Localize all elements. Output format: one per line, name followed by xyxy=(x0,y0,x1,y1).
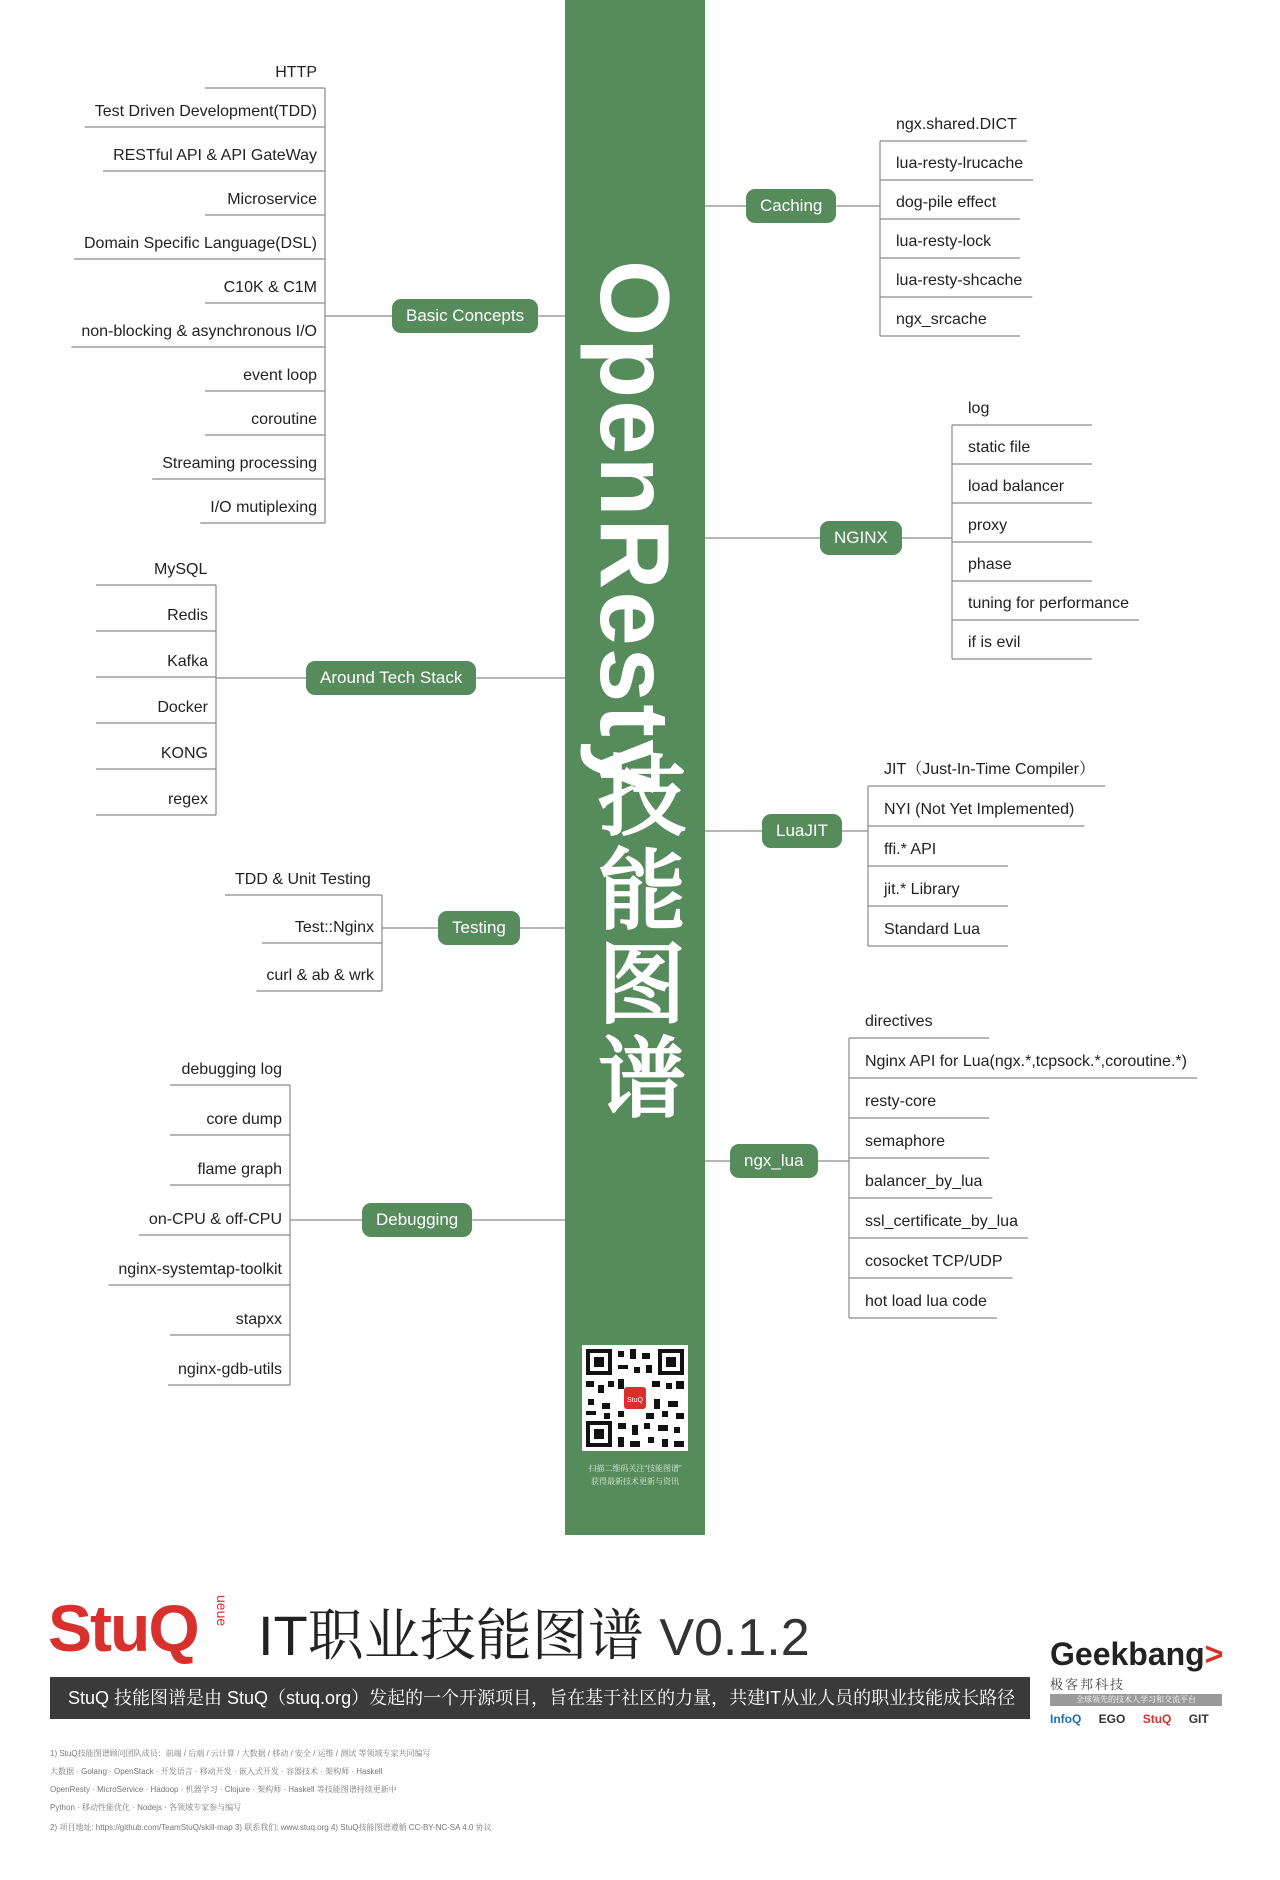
leaf-tech-stack: Docker xyxy=(157,699,208,716)
leaf-ngx-lua: ssl_certificate_by_lua xyxy=(865,1213,1018,1230)
footer-title-text: IT职业技能图谱 xyxy=(258,1604,644,1667)
leaf-debugging: flame graph xyxy=(197,1161,282,1178)
leaf-basic-concepts: HTTP xyxy=(275,64,317,81)
node-debugging[interactable]: Debugging xyxy=(362,1203,472,1237)
leaf-debugging: debugging log xyxy=(181,1061,282,1078)
node-nginx[interactable]: NGINX xyxy=(820,521,902,555)
node-luajit[interactable]: LuaJIT xyxy=(762,814,842,848)
leaf-tech-stack: Kafka xyxy=(167,653,208,670)
fine-print: 2) 项目地址: https://github.com/TeamStuQ/skill-map 3) 联系我们: www.stuq.org 4) StuQ技能图谱遵循 CC-BY-NC-SA 4.0 协议 xyxy=(50,1823,492,1832)
leaf-ngx-lua: directives xyxy=(865,1013,933,1030)
spine-title xyxy=(565,260,705,1126)
spine-title-zh: 技能图谱 xyxy=(586,750,685,1126)
node-basic-concepts[interactable]: Basic Concepts xyxy=(392,299,538,333)
leaf-basic-concepts: coroutine xyxy=(251,411,317,428)
leaf-caching: ngx.shared.DICT xyxy=(896,116,1017,133)
leaf-testing: Test::Nginx xyxy=(294,919,374,936)
leaf-basic-concepts: event loop xyxy=(243,367,317,384)
leaf-nginx: if is evil xyxy=(968,634,1021,651)
leaf-basic-concepts: I/O mutiplexing xyxy=(210,499,317,516)
leaf-tech-stack: KONG xyxy=(160,745,208,762)
fine-print: 大数据 · Golang · OpenStack · 开发语言 · 移动开发 · 嵌入式开发 · 容器技术 · 架构师 · Haskell xyxy=(50,1767,383,1776)
brand-infoq: InfoQ xyxy=(1050,1712,1082,1726)
leaf-tech-stack: MySQL xyxy=(154,561,208,578)
leaf-nginx: load balancer xyxy=(968,478,1065,495)
leaf-ngx-lua: resty-core xyxy=(865,1093,937,1110)
brand-git: GIT xyxy=(1188,1712,1209,1726)
brand-stuq: StuQ xyxy=(1142,1712,1172,1726)
qr-caption-line: 扫描二维码关注“技能图谱” xyxy=(588,1464,682,1473)
leaf-debugging: nginx-gdb-utils xyxy=(177,1361,282,1378)
leaf-luajit: jit.* Library xyxy=(884,881,960,898)
footer-title xyxy=(258,1592,810,1672)
leaf-basic-concepts: C10K & C1M xyxy=(223,279,317,296)
stuq-logo: StuQ xyxy=(48,1591,198,1665)
qr-code xyxy=(582,1345,688,1451)
leaf-basic-concepts: non-blocking & asynchronous I/O xyxy=(81,323,317,340)
openresty-spine xyxy=(565,0,705,1535)
geekbang-zh: 极客邦科技 xyxy=(1050,1677,1126,1692)
leaf-caching: dog-pile effect xyxy=(896,194,997,211)
leaf-basic-concepts: Microservice xyxy=(227,191,317,208)
leaf-debugging: core dump xyxy=(206,1111,282,1128)
leaf-tech-stack: regex xyxy=(167,791,208,808)
fine-print: OpenResty · MicroService · Hadoop · 机器学习 · Clojure · 架构师 · Haskell 等技能图谱持续更新中 xyxy=(50,1785,397,1794)
node-testing[interactable]: Testing xyxy=(438,911,520,945)
leaf-ngx-lua: cosocket TCP/UDP xyxy=(865,1253,1003,1270)
leaf-basic-concepts: Test Driven Development(TDD) xyxy=(94,103,317,120)
fine-print: Python · 移动性能优化 · Nodejs · 各领域专家参与编写 xyxy=(50,1803,242,1812)
leaf-basic-concepts: Streaming processing xyxy=(162,455,317,472)
fine-print: 1) StuQ技能图谱顾问团队成员：前端 / 后端 / 云计算 / 大数据 / 移动 / 安全 / 运维 / 测试 等领域专家共同编写 xyxy=(50,1749,431,1758)
leaf-caching: lua-resty-lrucache xyxy=(896,155,1024,172)
leaf-testing: TDD & Unit Testing xyxy=(235,871,371,888)
leaf-tech-stack: Redis xyxy=(167,607,208,624)
geekbang-strip: 全球领先的技术人学习和交流平台 xyxy=(1050,1694,1222,1706)
leaf-ngx-lua: Nginx API for Lua(ngx.*,tcpsock.*,coroutine.*) xyxy=(865,1053,1187,1070)
node-ngx-lua[interactable]: ngx_lua xyxy=(730,1144,818,1178)
leaf-nginx: log xyxy=(968,400,990,417)
leaf-ngx-lua: balancer_by_lua xyxy=(865,1173,983,1190)
leaf-nginx: proxy xyxy=(968,517,1008,534)
spine-title-en: OpenResty xyxy=(580,260,690,796)
leaf-nginx: tuning for performance xyxy=(968,595,1129,612)
footer-version: V0.1.2 xyxy=(659,1609,810,1667)
leaf-nginx: phase xyxy=(968,556,1012,573)
leaf-basic-concepts: Domain Specific Language(DSL) xyxy=(83,235,317,252)
leaf-luajit: JIT（Just-In-Time Compiler） xyxy=(884,761,1095,778)
node-caching[interactable]: Caching xyxy=(746,189,836,223)
geekbang-name: Geekbang xyxy=(1050,1636,1205,1672)
brand-ego: EGO xyxy=(1098,1712,1126,1726)
brand-row xyxy=(1050,1712,1223,1726)
leaf-luajit: Standard Lua xyxy=(884,921,981,938)
stuq-logo-sub: ueue xyxy=(214,1595,230,1627)
leaf-basic-concepts: RESTful API & API GateWay xyxy=(113,147,317,164)
leaf-caching: lua-resty-shcache xyxy=(896,272,1023,289)
qr-caption xyxy=(570,1462,700,1488)
leaf-caching: ngx_srcache xyxy=(896,311,987,328)
leaf-ngx-lua: hot load lua code xyxy=(865,1293,987,1310)
leaf-nginx: static file xyxy=(968,439,1031,456)
svg-text:StuQ: StuQ xyxy=(627,1397,643,1404)
leaf-debugging: stapxx xyxy=(235,1311,282,1328)
leaf-debugging: nginx-systemtap-toolkit xyxy=(118,1261,282,1278)
footer-banner: StuQ 技能图谱是由 StuQ（stuq.org）发起的一个开源项目，旨在基于社区的力量，共建IT从业人员的职业技能成长路径 xyxy=(50,1677,1030,1719)
leaf-caching: lua-resty-lock xyxy=(896,233,992,250)
leaf-testing: curl & ab & wrk xyxy=(266,967,374,984)
node-around-tech-stack[interactable]: Around Tech Stack xyxy=(306,661,476,695)
leaf-debugging: on-CPU & off-CPU xyxy=(148,1211,282,1228)
leaf-luajit: NYI (Not Yet Implemented) xyxy=(884,801,1075,818)
geekbang-logo xyxy=(1050,1636,1223,1673)
geekbang-mark-icon: > xyxy=(1204,1636,1224,1672)
qr-caption-line: 获得最新技术更新与资讯 xyxy=(591,1477,679,1486)
leaf-ngx-lua: semaphore xyxy=(865,1133,946,1150)
leaf-luajit: ffi.* API xyxy=(884,841,937,858)
